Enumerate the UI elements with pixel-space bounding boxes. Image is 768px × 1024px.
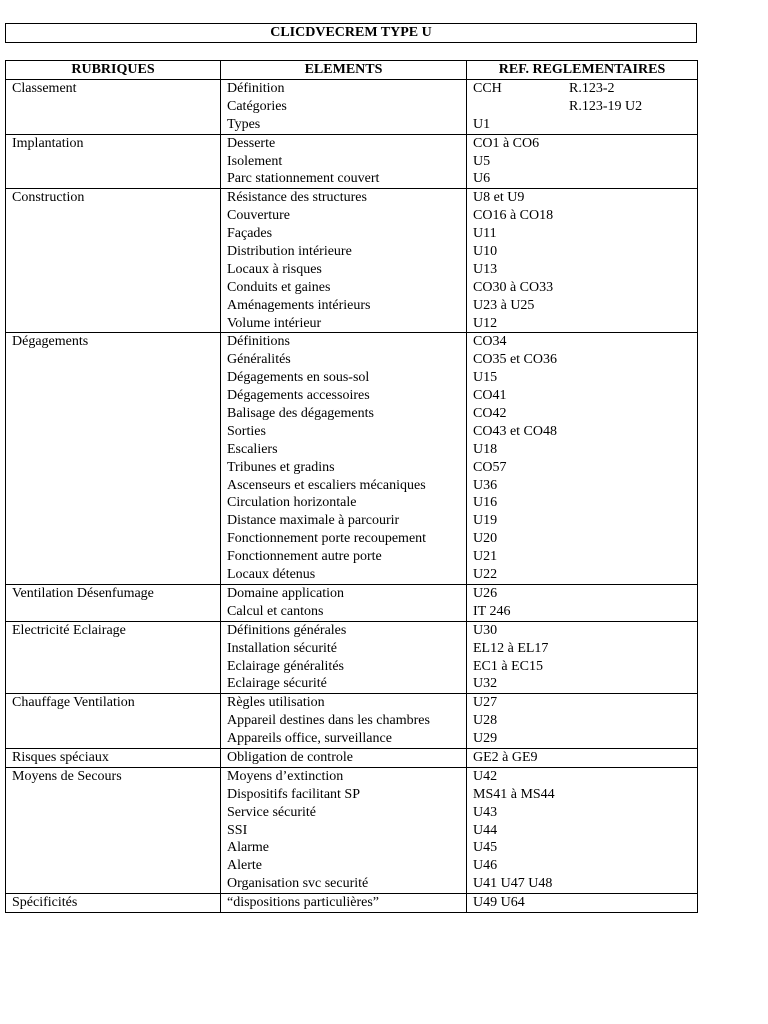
ref-item [473,622,697,640]
ref-code: U10 [473,244,498,260]
elements-cell [221,767,467,893]
table-header-row [6,61,698,80]
ref-code: U49 U64 [473,895,525,911]
refs-cell [467,767,698,893]
header-ref: REF. REGLEMENTAIRES [467,61,698,80]
element-item: Locaux détenus [227,567,316,583]
ref-code: U15 [473,370,498,386]
ref-item [473,548,697,566]
ref-code-secondary: R.123-19 U2 [569,98,643,114]
element-item: Balisage des dégagements [227,406,374,422]
element-item: Distribution intérieure [227,244,352,260]
table-row [6,894,698,913]
document-title: CLICDVECREM TYPE U [5,23,697,43]
element-item: Parc stationnement couvert [227,171,380,187]
ref-code: U26 [473,585,498,601]
ref-code: U43 [473,804,498,820]
ref-code: U16 [473,495,498,511]
ref-item [473,894,697,912]
ref-code: U42 [473,768,498,784]
ref-item [473,261,697,279]
ref-item [473,875,697,893]
ref-item [473,749,697,767]
element-item: Moyens d’extinction [227,768,344,784]
elements-cell [221,80,467,135]
rubrique-cell [6,621,221,694]
element-item: Catégories [227,98,287,114]
element-item: Couverture [227,208,290,224]
element-item: Service sécurité [227,804,317,820]
element-item: Circulation horizontale [227,495,357,511]
ref-item [473,243,697,261]
ref-item [473,857,697,875]
table-row [6,584,698,621]
ref-code: CO30 à CO33 [473,279,554,295]
ref-item [473,297,697,315]
ref-code: U27 [473,695,498,711]
ref-code: CO1 à CO6 [473,135,540,151]
table-row [6,621,698,694]
refs-cell [467,694,698,749]
ref-item [473,712,697,730]
elements-cell [221,694,467,749]
element-item: Alarme [227,840,269,856]
ref-item [473,603,697,621]
rubrique-label: Classement [12,81,77,96]
ref-code: CCH [473,81,502,96]
element-item: Définition [227,81,285,96]
ref-code: CO42 [473,406,507,422]
elements-cell [221,333,467,584]
ref-code: CO57 [473,459,507,475]
element-item: Domaine application [227,585,345,601]
ref-code: CO35 et CO36 [473,352,557,368]
regulation-table [5,60,698,913]
rubrique-cell [6,584,221,621]
ref-code: U21 [473,549,498,565]
table-row [6,134,698,189]
element-item: “dispositions particulières” [227,895,380,911]
rubrique-cell [6,694,221,749]
element-item: Isolement [227,153,283,169]
ref-item [473,315,697,333]
ref-code: CO34 [473,334,507,350]
ref-item [473,98,697,116]
ref-code: U29 [473,731,498,747]
ref-code: U30 [473,622,498,638]
ref-code: U5 [473,153,491,169]
refs-cell [467,189,698,333]
element-item: Installation sécurité [227,640,338,656]
ref-item [473,387,697,405]
ref-item [473,351,697,369]
ref-item [473,694,697,712]
ref-code: U44 [473,822,498,838]
table-row [6,694,698,749]
refs-cell [467,894,698,913]
ref-item [473,459,697,477]
ref-item [473,189,697,207]
ref-item [473,804,697,822]
element-item: Obligation de controle [227,749,353,765]
ref-item [473,768,697,786]
ref-code: U13 [473,261,498,277]
element-item: SSI [227,822,248,838]
ref-item [473,477,697,495]
elements-cell [221,894,467,913]
refs-cell [467,584,698,621]
rubrique-label: Implantation [12,135,84,151]
ref-item [473,405,697,423]
ref-item [473,170,697,188]
element-item: Ascenseurs et escaliers mécaniques [227,477,426,493]
element-item: Généralités [227,352,291,368]
rubrique-cell [6,134,221,189]
element-item: Eclairage sécurité [227,676,327,692]
ref-code: U28 [473,713,498,729]
rubrique-label: Moyens de Secours [12,768,122,784]
rubrique-label: Dégagements [12,334,89,350]
refs-cell [467,80,698,135]
element-item: Alerte [227,858,262,874]
ref-code: U41 U47 U48 [473,876,553,892]
ref-item [473,441,697,459]
ref-item [473,135,697,153]
elements-cell [221,621,467,694]
ref-code: GE2 à GE9 [473,749,538,765]
ref-code: CO43 et CO48 [473,423,557,439]
element-item: Volume intérieur [227,315,322,331]
ref-item [473,512,697,530]
ref-item [473,279,697,297]
ref-item [473,675,697,693]
elements-cell [221,748,467,767]
ref-item [473,730,697,748]
element-item: Escaliers [227,441,278,457]
ref-item [473,658,697,676]
rubrique-cell [6,189,221,333]
ref-code: IT 246 [473,603,511,619]
ref-code: CO41 [473,388,507,404]
header-elements: ELEMENTS [221,61,467,80]
table-body [6,80,698,913]
ref-code: U36 [473,477,498,493]
element-item: Tribunes et gradins [227,459,335,475]
ref-code: MS41 à MS44 [473,786,555,802]
element-item: Eclairage généralités [227,658,344,674]
element-item: Types [227,116,261,132]
element-item: Définitions [227,334,290,350]
ref-code: CO16 à CO18 [473,208,554,224]
ref-item [473,494,697,512]
ref-item [473,566,697,584]
element-item: Appareils office, surveillance [227,731,392,747]
ref-item [473,369,697,387]
element-item: Fonctionnement porte recoupement [227,531,427,547]
elements-cell [221,134,467,189]
ref-item [473,207,697,225]
table-row [6,189,698,333]
ref-code: U23 à U25 [473,297,535,313]
element-item: Résistance des structures [227,190,367,206]
ref-code: U22 [473,567,498,583]
ref-item [473,225,697,243]
ref-code: U46 [473,858,498,874]
element-item: Sorties [227,423,266,439]
elements-cell [221,189,467,333]
refs-cell [467,621,698,694]
element-item: Règles utilisation [227,695,325,711]
element-item: Aménagements intérieurs [227,297,371,313]
ref-item [473,839,697,857]
refs-cell [467,748,698,767]
table-row [6,767,698,893]
element-item: Conduits et gaines [227,279,331,295]
ref-code: U1 [473,116,491,132]
ref-item [473,153,697,171]
element-item: Distance maximale à parcourir [227,513,400,529]
ref-item [473,530,697,548]
ref-item [473,116,697,134]
element-item: Dispositifs facilitant SP [227,786,360,802]
ref-code: U8 et U9 [473,190,525,206]
elements-cell [221,584,467,621]
ref-item [473,822,697,840]
rubrique-cell [6,333,221,584]
rubrique-cell [6,767,221,893]
ref-item [473,80,697,98]
table-row [6,333,698,584]
element-item: Organisation svc securité [227,876,369,892]
ref-item [473,786,697,804]
ref-item [473,333,697,351]
rubrique-cell [6,748,221,767]
table-row [6,80,698,135]
element-item: Locaux à risques [227,261,322,277]
ref-code: U12 [473,315,498,331]
ref-code: U18 [473,441,498,457]
ref-code: EL12 à EL17 [473,640,549,656]
element-item: Fonctionnement autre porte [227,549,382,565]
ref-code: U19 [473,513,498,529]
ref-code: U45 [473,840,498,856]
ref-code: EC1 à EC15 [473,658,543,674]
rubrique-label: Construction [12,190,85,206]
ref-code: U20 [473,531,498,547]
ref-code: U32 [473,676,498,692]
rubrique-cell [6,80,221,135]
refs-cell [467,333,698,584]
element-item: Façades [227,226,273,242]
rubrique-label: Electricité Eclairage [12,622,126,638]
ref-item [473,640,697,658]
ref-code: U6 [473,171,491,187]
ref-code-secondary: R.123-2 [569,81,615,96]
element-item: Calcul et cantons [227,603,324,619]
ref-item [473,585,697,603]
element-item: Dégagements en sous-sol [227,370,370,386]
ref-code: U11 [473,226,497,242]
element-item: Définitions générales [227,622,347,638]
ref-item [473,423,697,441]
table-row [6,748,698,767]
refs-cell [467,134,698,189]
rubrique-label: Ventilation Désenfumage [12,585,154,601]
rubrique-label: Spécificités [12,895,78,911]
element-item: Appareil destines dans les chambres [227,713,430,729]
header-rubriques: RUBRIQUES [6,61,221,80]
element-item: Desserte [227,135,276,151]
rubrique-label: Chauffage Ventilation [12,695,135,711]
rubrique-label: Risques spéciaux [12,749,109,765]
element-item: Dégagements accessoires [227,388,370,404]
rubrique-cell [6,894,221,913]
